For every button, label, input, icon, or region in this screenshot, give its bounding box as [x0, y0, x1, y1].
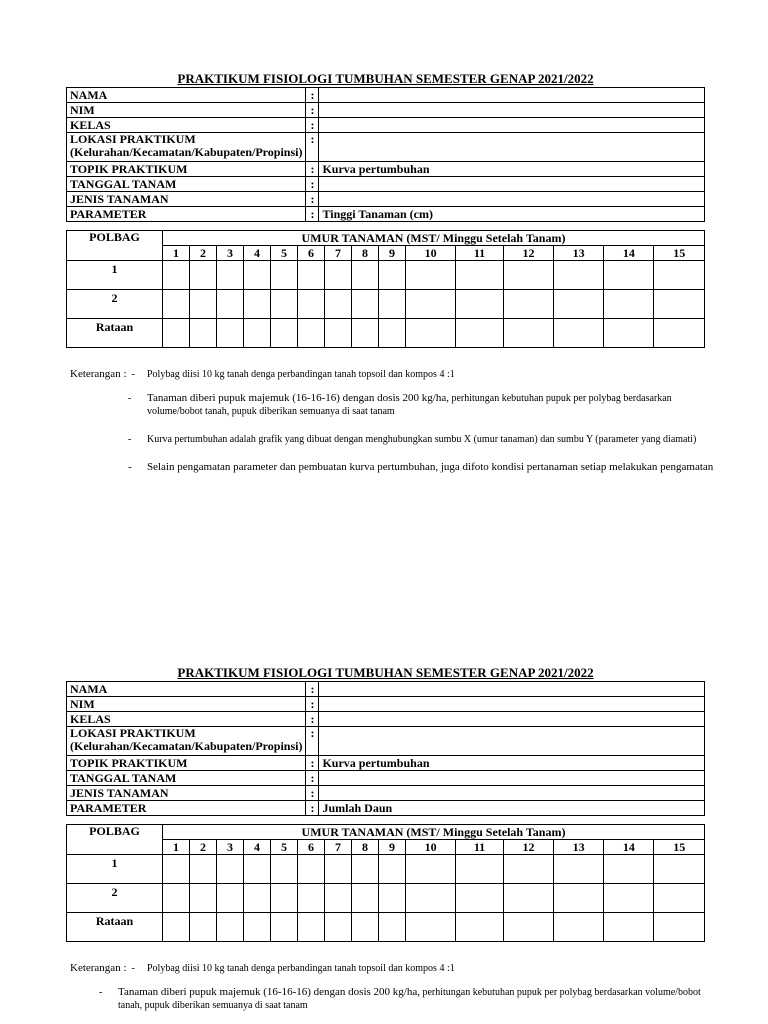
week-header-10: 10 — [406, 246, 456, 261]
notes-line-2 — [128, 392, 708, 418]
week-header-4: 4 — [244, 246, 271, 261]
dash-icon: - — [129, 369, 135, 380]
data-cell[interactable] — [352, 913, 379, 942]
week-header-8: 8 — [352, 840, 379, 855]
field-separator: : — [306, 88, 319, 103]
field-separator: : — [306, 771, 319, 786]
data-cell[interactable] — [244, 319, 271, 348]
data-cell[interactable] — [604, 855, 654, 884]
data-cell[interactable] — [298, 913, 325, 942]
data-cell[interactable] — [379, 913, 406, 942]
field-row-tanggal — [67, 771, 705, 786]
data-cell[interactable] — [604, 290, 654, 319]
data-cell[interactable] — [654, 290, 705, 319]
data-cell[interactable] — [352, 884, 379, 913]
data-cell[interactable] — [325, 913, 352, 942]
header-row — [67, 231, 705, 246]
data-cell[interactable] — [244, 290, 271, 319]
field-label-line2: (Kelurahan/Kecamatan/Kabupaten/Propinsi) — [70, 145, 303, 159]
data-cell[interactable] — [406, 855, 456, 884]
data-cell[interactable] — [352, 319, 379, 348]
data-cell[interactable] — [325, 290, 352, 319]
week-header-13: 13 — [554, 246, 604, 261]
field-label: NIM — [67, 697, 306, 712]
field-value[interactable] — [319, 192, 705, 207]
data-cell[interactable] — [654, 261, 705, 290]
identity-table — [66, 681, 705, 816]
table-row — [67, 884, 705, 913]
notes-line-3 — [128, 433, 718, 446]
data-cell[interactable] — [554, 855, 604, 884]
field-row-nim — [67, 103, 705, 118]
field-label-line1: LOKASI PRAKTIKUM — [70, 726, 196, 740]
field-row-kelas — [67, 712, 705, 727]
data-cell[interactable] — [379, 261, 406, 290]
data-cell[interactable] — [190, 290, 217, 319]
row-label: 2 — [67, 290, 163, 319]
data-cell[interactable] — [163, 884, 190, 913]
field-value[interactable] — [319, 133, 705, 162]
field-label: NAMA — [67, 88, 306, 103]
data-cell[interactable] — [190, 261, 217, 290]
polbag-header: POLBAG — [67, 231, 163, 261]
data-cell[interactable] — [406, 261, 456, 290]
field-row-nama — [67, 88, 705, 103]
field-label: JENIS TANAMAN — [67, 192, 306, 207]
field-label: PARAMETER — [67, 207, 306, 222]
notes-prefix: Keterangan : — [70, 368, 127, 380]
field-separator: : — [306, 756, 319, 771]
field-separator: : — [306, 727, 319, 756]
data-cell[interactable] — [554, 261, 604, 290]
field-value[interactable] — [319, 786, 705, 801]
data-cell[interactable] — [456, 855, 504, 884]
field-row-jenis — [67, 786, 705, 801]
data-cell[interactable] — [271, 319, 298, 348]
field-label: NIM — [67, 103, 306, 118]
field-separator: : — [306, 103, 319, 118]
notes-line-4 — [128, 461, 728, 474]
header-row — [67, 825, 705, 840]
data-cell[interactable] — [456, 913, 504, 942]
data-cell[interactable] — [379, 319, 406, 348]
data-cell[interactable] — [163, 913, 190, 942]
row-label: 2 — [67, 884, 163, 913]
data-cell[interactable] — [352, 290, 379, 319]
note-item: volume/bobot tanah, pupuk diberikan semuanya di saat tanam — [147, 406, 395, 417]
data-cell[interactable] — [554, 290, 604, 319]
weeks-row — [67, 246, 705, 261]
data-cell[interactable] — [244, 855, 271, 884]
data-cell[interactable] — [244, 913, 271, 942]
umur-header: UMUR TANAMAN (MST/ Minggu Setelah Tanam) — [163, 825, 705, 840]
week-header-6: 6 — [298, 840, 325, 855]
data-cell[interactable] — [325, 884, 352, 913]
data-cell[interactable] — [503, 913, 553, 942]
data-cell[interactable] — [163, 261, 190, 290]
notes-line-2 — [99, 986, 719, 1012]
field-separator: : — [306, 192, 319, 207]
data-cell[interactable] — [217, 884, 244, 913]
data-cell[interactable] — [406, 884, 456, 913]
week-header-1: 1 — [163, 840, 190, 855]
field-row-tanggal — [67, 177, 705, 192]
field-label: TANGGAL TANAM — [67, 177, 306, 192]
field-row-nim — [67, 697, 705, 712]
data-cell[interactable] — [406, 913, 456, 942]
week-header-3: 3 — [217, 840, 244, 855]
data-cell[interactable] — [604, 884, 654, 913]
field-label — [67, 133, 306, 162]
data-cell[interactable] — [271, 913, 298, 942]
data-cell[interactable] — [503, 319, 553, 348]
field-value[interactable]: Tinggi Tanaman (cm) — [319, 207, 705, 222]
dash-icon: - — [129, 963, 135, 974]
field-value[interactable]: Kurva pertumbuhan — [319, 162, 705, 177]
week-header-9: 9 — [379, 840, 406, 855]
row-label: Rataan — [67, 913, 163, 942]
field-value[interactable] — [319, 177, 705, 192]
umur-header: UMUR TANAMAN (MST/ Minggu Setelah Tanam) — [163, 231, 705, 246]
data-cell[interactable] — [654, 913, 705, 942]
data-cell[interactable] — [554, 319, 604, 348]
note-item: Polybag diisi 10 kg tanah denga perbandingan tanah topsoil dan kompos 4 :1 — [147, 369, 455, 380]
field-row-parameter — [67, 207, 705, 222]
data-cell[interactable] — [456, 884, 504, 913]
data-cell[interactable] — [298, 319, 325, 348]
field-row-topik — [67, 756, 705, 771]
data-cell[interactable] — [456, 261, 504, 290]
field-value[interactable] — [319, 727, 705, 756]
week-header-10: 10 — [406, 840, 456, 855]
data-cell[interactable] — [325, 319, 352, 348]
data-cell[interactable] — [271, 261, 298, 290]
field-value[interactable] — [319, 712, 705, 727]
note-item: Selain pengamatan parameter dan pembuatan kurva pertumbuhan, juga difoto kondisi pertanaman setiap melakukan pengamatan — [147, 461, 714, 473]
data-cell[interactable] — [352, 261, 379, 290]
data-cell[interactable] — [406, 319, 456, 348]
table-row — [67, 913, 705, 942]
field-row-kelas — [67, 118, 705, 133]
data-cell[interactable] — [163, 290, 190, 319]
week-header-2: 2 — [190, 840, 217, 855]
row-label: Rataan — [67, 319, 163, 348]
field-value[interactable]: Jumlah Daun — [319, 801, 705, 816]
field-row-jenis — [67, 192, 705, 207]
data-cell[interactable] — [163, 855, 190, 884]
data-cell[interactable] — [604, 913, 654, 942]
table-row — [67, 319, 705, 348]
week-header-5: 5 — [271, 840, 298, 855]
week-header-1: 1 — [163, 246, 190, 261]
data-cell[interactable] — [352, 855, 379, 884]
field-label: KELAS — [67, 118, 306, 133]
note-item: tanah, pupuk diberikan semuanya di saat tanam — [118, 1000, 308, 1011]
data-cell[interactable] — [325, 855, 352, 884]
data-cell[interactable] — [217, 261, 244, 290]
data-cell[interactable] — [217, 319, 244, 348]
week-header-15: 15 — [654, 840, 705, 855]
note-item: Tanaman diberi pupuk majemuk (16-16-16) dengan dosis 200 kg/ha, — [118, 986, 420, 998]
dash-icon: - — [128, 393, 132, 404]
data-cell[interactable] — [654, 319, 705, 348]
field-label: PARAMETER — [67, 801, 306, 816]
observation-table — [66, 824, 705, 942]
field-value[interactable] — [319, 118, 705, 133]
field-value[interactable]: Kurva pertumbuhan — [319, 756, 705, 771]
field-label: TOPIK PRAKTIKUM — [67, 162, 306, 177]
data-cell[interactable] — [456, 290, 504, 319]
note-item: perhitungan kebutuhan pupuk per polybag berdasarkan — [451, 393, 672, 404]
table-row — [67, 855, 705, 884]
field-label: TANGGAL TANAM — [67, 771, 306, 786]
week-header-3: 3 — [217, 246, 244, 261]
data-cell[interactable] — [503, 290, 553, 319]
weeks-row — [67, 840, 705, 855]
week-header-5: 5 — [271, 246, 298, 261]
row-label: 1 — [67, 855, 163, 884]
field-label: TOPIK PRAKTIKUM — [67, 756, 306, 771]
week-header-15: 15 — [654, 246, 705, 261]
data-cell[interactable] — [217, 290, 244, 319]
field-separator: : — [306, 207, 319, 222]
row-label: 1 — [67, 261, 163, 290]
polbag-header: POLBAG — [67, 825, 163, 855]
data-cell[interactable] — [271, 855, 298, 884]
field-label: NAMA — [67, 682, 306, 697]
data-cell[interactable] — [298, 261, 325, 290]
data-cell[interactable] — [217, 913, 244, 942]
data-cell[interactable] — [654, 855, 705, 884]
data-cell[interactable] — [379, 884, 406, 913]
identity-table — [66, 87, 705, 222]
notes-prefix: Keterangan : — [70, 962, 127, 974]
note-item: Kurva pertumbuhan adalah grafik yang dibuat dengan menghubungkan sumbu X (umur tanaman) dan sumbu Y (parameter yang diamati) — [147, 434, 697, 445]
field-separator: : — [306, 118, 319, 133]
field-row-lokasi — [67, 133, 705, 162]
field-label: KELAS — [67, 712, 306, 727]
week-header-12: 12 — [503, 840, 553, 855]
data-cell[interactable] — [244, 261, 271, 290]
notes-line-1 — [70, 368, 710, 381]
form-title: PRAKTIKUM FISIOLOGI TUMBUHAN SEMESTER GENAP 2021/2022 — [177, 665, 594, 680]
week-header-7: 7 — [325, 840, 352, 855]
field-separator: : — [306, 177, 319, 192]
week-header-7: 7 — [325, 246, 352, 261]
week-header-11: 11 — [456, 246, 504, 261]
week-header-4: 4 — [244, 840, 271, 855]
data-cell[interactable] — [190, 855, 217, 884]
data-cell[interactable] — [163, 319, 190, 348]
data-cell[interactable] — [244, 884, 271, 913]
note-item: Tanaman diberi pupuk majemuk (16-16-16) dengan dosis 200 kg/ha, — [147, 392, 449, 404]
data-cell[interactable] — [325, 261, 352, 290]
field-label-line1: LOKASI PRAKTIKUM — [70, 132, 196, 146]
field-label: JENIS TANAMAN — [67, 786, 306, 801]
field-separator: : — [306, 697, 319, 712]
dash-icon: - — [128, 461, 132, 473]
field-separator: : — [306, 133, 319, 162]
data-cell[interactable] — [379, 290, 406, 319]
data-cell[interactable] — [604, 319, 654, 348]
week-header-12: 12 — [503, 246, 553, 261]
dash-icon: - — [99, 987, 103, 998]
data-cell[interactable] — [503, 855, 553, 884]
data-cell[interactable] — [406, 290, 456, 319]
field-separator: : — [306, 682, 319, 697]
field-value[interactable] — [319, 88, 705, 103]
data-cell[interactable] — [554, 884, 604, 913]
field-label-line2: (Kelurahan/Kecamatan/Kabupaten/Propinsi) — [70, 739, 303, 753]
data-cell[interactable] — [379, 855, 406, 884]
form-title: PRAKTIKUM FISIOLOGI TUMBUHAN SEMESTER GENAP 2021/2022 — [177, 71, 594, 86]
data-cell[interactable] — [217, 855, 244, 884]
observation-table — [66, 230, 705, 348]
data-cell[interactable] — [604, 261, 654, 290]
week-header-11: 11 — [456, 840, 504, 855]
field-label — [67, 727, 306, 756]
data-cell[interactable] — [456, 319, 504, 348]
data-cell[interactable] — [190, 913, 217, 942]
dash-icon: - — [128, 434, 132, 445]
week-header-8: 8 — [352, 246, 379, 261]
field-value[interactable] — [319, 682, 705, 697]
field-value[interactable] — [319, 697, 705, 712]
field-separator: : — [306, 162, 319, 177]
field-separator: : — [306, 712, 319, 727]
table-row — [67, 290, 705, 319]
week-header-2: 2 — [190, 246, 217, 261]
week-header-13: 13 — [554, 840, 604, 855]
data-cell[interactable] — [190, 319, 217, 348]
field-row-nama — [67, 682, 705, 697]
data-cell[interactable] — [654, 884, 705, 913]
data-cell[interactable] — [503, 884, 553, 913]
data-cell[interactable] — [298, 884, 325, 913]
week-header-14: 14 — [604, 246, 654, 261]
field-value[interactable] — [319, 771, 705, 786]
data-cell[interactable] — [271, 290, 298, 319]
field-value[interactable] — [319, 103, 705, 118]
data-cell[interactable] — [271, 884, 298, 913]
data-cell[interactable] — [298, 855, 325, 884]
data-cell[interactable] — [503, 261, 553, 290]
field-row-topik — [67, 162, 705, 177]
field-row-parameter — [67, 801, 705, 816]
field-separator: : — [306, 801, 319, 816]
notes-line-1 — [70, 962, 710, 975]
data-cell[interactable] — [554, 913, 604, 942]
data-cell[interactable] — [190, 884, 217, 913]
table-row — [67, 261, 705, 290]
week-header-14: 14 — [604, 840, 654, 855]
note-item: perhitungan kebutuhan pupuk per polybag berdasarkan volume/bobot — [422, 987, 701, 998]
data-cell[interactable] — [298, 290, 325, 319]
field-separator: : — [306, 786, 319, 801]
field-row-lokasi — [67, 727, 705, 756]
note-item: Polybag diisi 10 kg tanah denga perbandingan tanah topsoil dan kompos 4 :1 — [147, 963, 455, 974]
week-header-6: 6 — [298, 246, 325, 261]
week-header-9: 9 — [379, 246, 406, 261]
